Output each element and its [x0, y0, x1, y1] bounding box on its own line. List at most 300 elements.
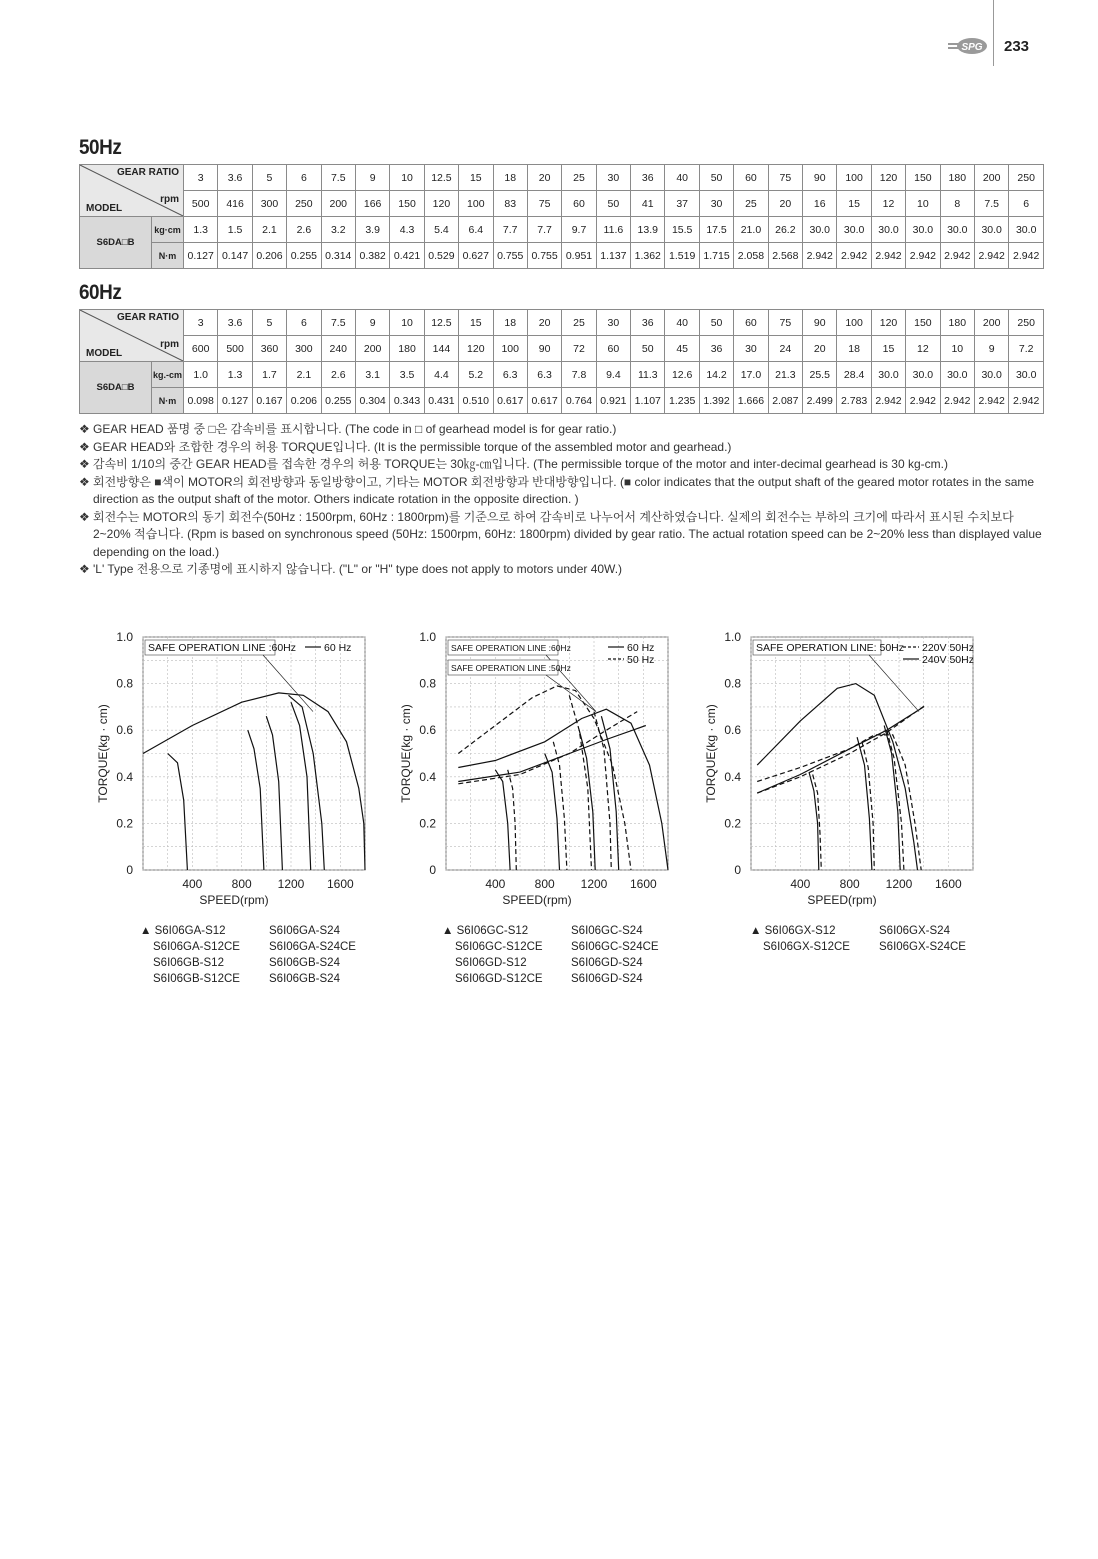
model-name-cell: S6I06GA-S24: [269, 925, 340, 937]
model-name-cell: S6I06GX-S24CE: [879, 941, 966, 953]
y-tick-label: 0.2: [419, 816, 436, 831]
rpm-cell: 6: [1009, 191, 1044, 217]
model-name-cell: S6I06GX-S12CE: [763, 941, 850, 953]
torque-kgcm-cell: 30.0: [906, 362, 940, 388]
note-bullet-icon: ❖: [79, 457, 90, 471]
torque-nm-cell: 0.755: [527, 243, 561, 269]
rpm-cell: 8: [940, 191, 974, 217]
torque-kgcm-cell: 4.3: [390, 217, 424, 243]
torque-nm-cell: 0.617: [493, 388, 527, 414]
model-name-cell: S6I06GD-S24: [571, 973, 643, 985]
torque-kgcm-cell: 21.3: [768, 362, 802, 388]
rpm-cell: 12: [906, 336, 940, 362]
model-row: [140, 955, 356, 971]
rpm-cell: 41: [631, 191, 665, 217]
torque-nm-cell: 2.499: [803, 388, 837, 414]
rpm-cell: 120: [424, 191, 458, 217]
model-name-cell: S6I06GC-S12CE: [455, 941, 543, 953]
rpm-cell: 200: [321, 191, 355, 217]
rpm-cell: 416: [218, 191, 252, 217]
x-tick-label: 1200: [277, 877, 305, 891]
gear-ratio-cell: 60: [734, 310, 768, 336]
gear-ratio-cell: 36: [631, 165, 665, 191]
kgcm-row: [80, 217, 1044, 243]
y-axis-label: TORQUE(kg · cm): [96, 704, 110, 803]
rpm-cell: 300: [287, 336, 321, 362]
torque-nm-cell: 0.382: [355, 243, 389, 269]
gear-ratio-cell: 3: [184, 310, 218, 336]
gear-ratio-cell: 90: [803, 165, 837, 191]
gear-ratio-cell: 3.6: [218, 165, 252, 191]
model-row: [442, 939, 659, 955]
torque-kgcm-cell: 21.0: [734, 217, 768, 243]
rpm-cell: 250: [287, 191, 321, 217]
torque-nm-cell: 2.942: [1009, 388, 1044, 414]
torque-nm-cell: 2.087: [768, 388, 802, 414]
gear-ratio-cell: 3: [184, 165, 218, 191]
rpm-cell: 60: [562, 191, 596, 217]
x-tick-label: 1600: [934, 877, 962, 891]
x-tick-label: 400: [182, 877, 203, 891]
torque-nm-cell: 0.147: [218, 243, 252, 269]
torque-kgcm-cell: 6.3: [493, 362, 527, 388]
gear-ratio-cell: 100: [837, 310, 871, 336]
gear-ratio-cell: 15: [459, 310, 493, 336]
gear-ratio-cell: 30: [596, 165, 630, 191]
rpm-cell: 18: [837, 336, 871, 362]
torque-nm-cell: 0.951: [562, 243, 596, 269]
gear-ratio-cell: 20: [527, 165, 561, 191]
torque-kgcm-cell: 12.6: [665, 362, 699, 388]
y-tick-label: 0.6: [724, 723, 741, 738]
rpm-cell: 75: [527, 191, 561, 217]
gear-ratio-cell: 7.5: [321, 165, 355, 191]
gear-ratio-cell: 18: [493, 165, 527, 191]
note-bullet-icon: ❖: [79, 562, 90, 576]
torque-kgcm-cell: 1.7: [252, 362, 286, 388]
torque-kgcm-cell: 14.2: [699, 362, 733, 388]
note-item: [79, 456, 1044, 474]
rpm-cell: 300: [252, 191, 286, 217]
rpm-cell: 166: [355, 191, 389, 217]
rpm-cell: 240: [321, 336, 355, 362]
torque-nm-cell: 1.392: [699, 388, 733, 414]
rpm-cell: 36: [699, 336, 733, 362]
section-title-60hz: 60Hz: [79, 281, 122, 304]
torque-kgcm-cell: 30.0: [871, 362, 905, 388]
y-tick-label: 0.4: [116, 769, 133, 784]
rpm-cell: 30: [734, 336, 768, 362]
gear-ratio-cell: 3.6: [218, 310, 252, 336]
model-name: S6DA□B: [80, 362, 152, 414]
table-corner-header: [80, 165, 184, 217]
model-row: [140, 939, 356, 955]
safe-operation-label: SAFE OPERATION LINE :60Hz: [451, 643, 571, 653]
rpm-cell: 25: [734, 191, 768, 217]
gear-ratio-cell: 120: [871, 310, 905, 336]
model-name-cell: S6I06GB-S12CE: [153, 973, 240, 985]
gear-ratio-cell: 90: [803, 310, 837, 336]
x-axis-label: SPEED(rpm): [502, 893, 572, 907]
model-name-cell: S6I06GB-S12: [153, 957, 224, 969]
torque-kgcm-cell: 11.6: [596, 217, 630, 243]
gear-ratio-cell: 6: [287, 165, 321, 191]
torque-kgcm-cell: 7.8: [562, 362, 596, 388]
torque-kgcm-cell: 7.7: [527, 217, 561, 243]
model-list-3: [750, 923, 966, 955]
torque-nm-cell: 0.167: [252, 388, 286, 414]
torque-nm-cell: 2.058: [734, 243, 768, 269]
torque-kgcm-cell: 30.0: [974, 362, 1008, 388]
model-list-2: [442, 923, 659, 987]
gear-ratio-cell: 100: [837, 165, 871, 191]
y-tick-label: 0: [734, 863, 741, 877]
note-text: 'L' Type 전용으로 기종명에 표시하지 않습니다. ("L" or "H" type does not apply to motors under 40W.): [93, 562, 623, 576]
torque-kgcm-cell: 3.2: [321, 217, 355, 243]
gear-ratio-cell: 150: [906, 165, 940, 191]
gear-ratio-label: GEAR RATIO: [116, 167, 179, 178]
gear-ratio-cell: 40: [665, 310, 699, 336]
torque-nm-cell: 1.235: [665, 388, 699, 414]
y-axis-label: TORQUE(kg · cm): [399, 704, 413, 803]
torque-nm-cell: 2.942: [940, 388, 974, 414]
gear-ratio-cell: 250: [1009, 165, 1044, 191]
rpm-row: [80, 191, 1044, 217]
torque-nm-cell: 0.255: [321, 388, 355, 414]
rpm-cell: 15: [837, 191, 871, 217]
torque-chart-3: [703, 627, 988, 912]
torque-nm-cell: 0.343: [390, 388, 424, 414]
gear-ratio-cell: 9: [355, 165, 389, 191]
torque-nm-cell: 0.098: [184, 388, 218, 414]
model-name-cell: S6I06GB-S24: [269, 973, 340, 985]
y-tick-label: 0.2: [116, 816, 133, 831]
model-name-cell: S6I06GA-S12CE: [153, 941, 240, 953]
torque-nm-cell: 1.519: [665, 243, 699, 269]
y-tick-label: 0: [429, 863, 436, 877]
torque-nm-cell: 0.255: [287, 243, 321, 269]
model-name-cell: ▲ S6I06GX-S12: [750, 925, 836, 937]
rpm-cell: 7.5: [974, 191, 1008, 217]
torque-nm-cell: 0.431: [424, 388, 458, 414]
torque-kgcm-cell: 7.7: [493, 217, 527, 243]
torque-nm-cell: 0.314: [321, 243, 355, 269]
nm-unit: N·m: [152, 243, 184, 269]
x-axis-label: SPEED(rpm): [199, 893, 269, 907]
rpm-cell: 16: [803, 191, 837, 217]
model-name-cell: ▲ S6I06GC-S12: [442, 925, 529, 937]
torque-nm-cell: 0.127: [184, 243, 218, 269]
torque-nm-cell: 0.127: [218, 388, 252, 414]
gear-ratio-cell: 10: [390, 165, 424, 191]
torque-kgcm-cell: 30.0: [940, 362, 974, 388]
gear-ratio-row: [80, 165, 1044, 191]
torque-kgcm-cell: 5.4: [424, 217, 458, 243]
note-text: GEAR HEAD 품명 중 □은 감속비를 표시합니다. (The code in □ of gearhead model is for gear ratio.): [93, 422, 617, 436]
x-tick-label: 800: [839, 877, 860, 891]
spec-table-60hz: [79, 309, 1044, 414]
y-tick-label: 0.8: [116, 676, 133, 691]
y-tick-label: 0.6: [116, 723, 133, 738]
torque-kgcm-cell: 2.1: [287, 362, 321, 388]
gear-ratio-cell: 25: [562, 310, 596, 336]
safe-operation-label: SAFE OPERATION LINE :50Hz: [451, 663, 571, 673]
torque-kgcm-cell: 25.5: [803, 362, 837, 388]
gear-ratio-cell: 50: [699, 310, 733, 336]
torque-nm-cell: 2.942: [906, 388, 940, 414]
page-number: 233: [1004, 38, 1030, 55]
torque-kgcm-cell: 1.0: [184, 362, 218, 388]
torque-nm-cell: 0.529: [424, 243, 458, 269]
torque-kgcm-cell: 28.4: [837, 362, 871, 388]
note-text: 회전방향은 ■색이 MOTOR의 회전방향과 동일방향이고, 기타는 MOTOR 회전방향과 반대방향입니다. (■ color indicates that the output shaft of the geared motor rotates in the same direction as the output shaft of the motor. Others indicate rotation in the opposite direction. ): [93, 474, 1035, 506]
kgcm-row: [80, 362, 1044, 388]
gear-ratio-cell: 25: [562, 165, 596, 191]
model-label: MODEL: [86, 348, 123, 359]
torque-kgcm-cell: 15.5: [665, 217, 699, 243]
torque-kgcm-cell: 3.9: [355, 217, 389, 243]
model-name-cell: S6I06GD-S12: [455, 957, 527, 969]
gear-ratio-cell: 200: [974, 165, 1008, 191]
y-axis-label: TORQUE(kg · cm): [704, 704, 718, 803]
torque-nm-cell: 1.107: [631, 388, 665, 414]
torque-chart-1: [95, 627, 380, 912]
note-item: [79, 439, 1044, 457]
torque-kgcm-cell: 30.0: [940, 217, 974, 243]
rpm-cell: 72: [562, 336, 596, 362]
model-row: [750, 939, 966, 955]
torque-kgcm-cell: 17.5: [699, 217, 733, 243]
model-row: [442, 955, 659, 971]
rpm-cell: 30: [699, 191, 733, 217]
model-name-cell: S6I06GD-S24: [571, 957, 643, 969]
gear-ratio-cell: 36: [631, 310, 665, 336]
y-tick-label: 0.8: [724, 676, 741, 691]
spec-table-50hz: [79, 164, 1044, 269]
torque-nm-cell: 1.666: [734, 388, 768, 414]
model-name-cell: S6I06GB-S24: [269, 957, 340, 969]
torque-nm-cell: 1.137: [596, 243, 630, 269]
torque-nm-cell: 2.942: [906, 243, 940, 269]
torque-kgcm-cell: 5.2: [459, 362, 493, 388]
torque-kgcm-cell: 4.4: [424, 362, 458, 388]
gear-ratio-cell: 250: [1009, 310, 1044, 336]
x-tick-label: 1600: [326, 877, 354, 891]
rpm-cell: 180: [390, 336, 424, 362]
y-tick-label: 0.6: [419, 723, 436, 738]
torque-kgcm-cell: 1.3: [218, 362, 252, 388]
rpm-cell: 83: [493, 191, 527, 217]
rpm-cell: 150: [390, 191, 424, 217]
table-corner-header: [80, 310, 184, 362]
gear-ratio-cell: 180: [940, 165, 974, 191]
legend-label: 240V 50Hz: [922, 654, 974, 666]
rpm-cell: 90: [527, 336, 561, 362]
rpm-cell: 50: [631, 336, 665, 362]
gear-ratio-cell: 12.5: [424, 165, 458, 191]
torque-kgcm-cell: 30.0: [1009, 362, 1044, 388]
torque-kgcm-cell: 6.4: [459, 217, 493, 243]
note-bullet-icon: ❖: [79, 422, 90, 436]
x-tick-label: 400: [790, 877, 811, 891]
gear-ratio-cell: 150: [906, 310, 940, 336]
gear-ratio-cell: 6: [287, 310, 321, 336]
torque-nm-cell: 0.617: [527, 388, 561, 414]
torque-nm-cell: 2.942: [940, 243, 974, 269]
torque-kgcm-cell: 9.7: [562, 217, 596, 243]
torque-kgcm-cell: 17.0: [734, 362, 768, 388]
rpm-cell: 7.2: [1009, 336, 1044, 362]
y-tick-label: 0.2: [724, 816, 741, 831]
torque-kgcm-cell: 30.0: [906, 217, 940, 243]
torque-kgcm-cell: 30.0: [974, 217, 1008, 243]
torque-nm-cell: 2.942: [803, 243, 837, 269]
x-tick-label: 1200: [885, 877, 913, 891]
gear-ratio-cell: 120: [871, 165, 905, 191]
model-row: [442, 971, 659, 987]
note-bullet-icon: ❖: [79, 439, 90, 454]
gear-ratio-cell: 5: [252, 165, 286, 191]
torque-nm-cell: 1.715: [699, 243, 733, 269]
kgcm-unit: kg·cm: [152, 217, 184, 243]
legend-label: 50 Hz: [627, 654, 655, 666]
y-tick-label: 1.0: [419, 630, 436, 644]
torque-kgcm-cell: 1.3: [184, 217, 218, 243]
note-text: 회전수는 MOTOR의 동기 회전수(50Hz : 1500rpm, 60Hz : 1800rpm)를 기준으로 하여 감속비로 나누어서 계산하였습니다. 실제의 회전수는 부하의 크기에 따라서 표시된 수치보다 2~20% 적습니다. (Rpm is based on synchronous speed (50Hz: 1500rpm, 60Hz: 1800rpm) divided by gear ratio. The actual rotation speed can be 2~20% less than displayed value depending on the load.): [93, 509, 1042, 559]
x-axis-label: SPEED(rpm): [807, 893, 877, 907]
torque-nm-cell: 0.304: [355, 388, 389, 414]
model-name-cell: S6I06GX-S24: [879, 925, 950, 937]
model-list-1: [140, 923, 356, 987]
legend-label: 60 Hz: [324, 642, 352, 654]
model-label: MODEL: [86, 203, 123, 214]
torque-kgcm-cell: 3.1: [355, 362, 389, 388]
torque-nm-cell: 2.942: [974, 388, 1008, 414]
rpm-cell: 144: [424, 336, 458, 362]
torque-nm-cell: 2.783: [837, 388, 871, 414]
gear-ratio-cell: 20: [527, 310, 561, 336]
model-name-cell: S6I06GC-S24CE: [571, 941, 659, 953]
model-row: [140, 971, 356, 987]
torque-kgcm-cell: 6.3: [527, 362, 561, 388]
brand-logo: [948, 36, 988, 56]
torque-nm-cell: 1.362: [631, 243, 665, 269]
note-bullet-icon: ❖: [79, 474, 90, 489]
rpm-cell: 45: [665, 336, 699, 362]
torque-kgcm-cell: 30.0: [1009, 217, 1044, 243]
rpm-cell: 100: [493, 336, 527, 362]
gear-ratio-label: GEAR RATIO: [116, 312, 179, 323]
model-name-cell: S6I06GD-S12CE: [455, 973, 543, 985]
rpm-cell: 500: [218, 336, 252, 362]
x-tick-label: 800: [231, 877, 252, 891]
nm-row: [80, 388, 1044, 414]
notes-list: [79, 421, 1044, 579]
rpm-cell: 100: [459, 191, 493, 217]
note-text: 감속비 1/10의 중간 GEAR HEAD를 접속한 경우의 허용 TORQUE는 30㎏-㎝입니다. (The permissible torque of the motor and inter-decimal gearhead is 30 kg-cm.): [93, 457, 948, 471]
rpm-cell: 500: [184, 191, 218, 217]
torque-kgcm-cell: 2.6: [321, 362, 355, 388]
rpm-cell: 10: [906, 191, 940, 217]
rpm-cell: 37: [665, 191, 699, 217]
legend-label: 60 Hz: [627, 642, 655, 654]
gear-ratio-cell: 9: [355, 310, 389, 336]
torque-kgcm-cell: 26.2: [768, 217, 802, 243]
torque-kgcm-cell: 2.6: [287, 217, 321, 243]
torque-kgcm-cell: 3.5: [390, 362, 424, 388]
rpm-cell: 600: [184, 336, 218, 362]
model-name-cell: S6I06GA-S24CE: [269, 941, 356, 953]
rpm-cell: 9: [974, 336, 1008, 362]
y-tick-label: 0.4: [419, 769, 436, 784]
rpm-label: rpm: [160, 194, 179, 205]
header-divider: [993, 0, 994, 66]
y-tick-label: 0.8: [419, 676, 436, 691]
torque-nm-cell: 2.942: [1009, 243, 1044, 269]
rpm-row: [80, 336, 1044, 362]
torque-chart-2: [398, 627, 683, 912]
note-bullet-icon: ❖: [79, 509, 90, 524]
torque-nm-cell: 2.942: [974, 243, 1008, 269]
torque-nm-cell: 0.764: [562, 388, 596, 414]
section-title-50hz: 50Hz: [79, 136, 122, 159]
torque-kgcm-cell: 30.0: [871, 217, 905, 243]
torque-kgcm-cell: 11.3: [631, 362, 665, 388]
torque-nm-cell: 0.206: [252, 243, 286, 269]
gear-ratio-cell: 7.5: [321, 310, 355, 336]
gear-ratio-cell: 30: [596, 310, 630, 336]
torque-nm-cell: 2.942: [871, 388, 905, 414]
gear-ratio-cell: 18: [493, 310, 527, 336]
nm-unit: N·m: [152, 388, 184, 414]
torque-nm-cell: 0.921: [596, 388, 630, 414]
note-item: [79, 561, 1044, 579]
model-row: [140, 923, 356, 939]
torque-nm-cell: 2.568: [768, 243, 802, 269]
torque-kgcm-cell: 2.1: [252, 217, 286, 243]
gear-ratio-cell: 75: [768, 310, 802, 336]
model-name-cell: ▲ S6I06GA-S12: [140, 925, 226, 937]
y-tick-label: 0: [126, 863, 133, 877]
torque-kgcm-cell: 30.0: [803, 217, 837, 243]
torque-nm-cell: 2.942: [837, 243, 871, 269]
torque-kgcm-cell: 13.9: [631, 217, 665, 243]
rpm-cell: 200: [355, 336, 389, 362]
note-text: GEAR HEAD와 조합한 경우의 허용 TORQUE입니다. (It is the permissible torque of the assembled motor and gearhead.): [93, 439, 732, 454]
gear-ratio-cell: 40: [665, 165, 699, 191]
rpm-cell: 20: [803, 336, 837, 362]
torque-nm-cell: 0.206: [287, 388, 321, 414]
rpm-cell: 60: [596, 336, 630, 362]
model-name: S6DA□B: [80, 217, 152, 269]
rpm-cell: 10: [940, 336, 974, 362]
torque-nm-cell: 0.421: [390, 243, 424, 269]
torque-nm-cell: 0.510: [459, 388, 493, 414]
gear-ratio-row: [80, 310, 1044, 336]
gear-ratio-cell: 200: [974, 310, 1008, 336]
gear-ratio-cell: 15: [459, 165, 493, 191]
y-tick-label: 0.4: [724, 769, 741, 784]
torque-nm-cell: 0.755: [493, 243, 527, 269]
kgcm-unit: kg.-cm: [152, 362, 184, 388]
note-item: [79, 421, 1044, 439]
gear-ratio-cell: 50: [699, 165, 733, 191]
rpm-cell: 120: [459, 336, 493, 362]
gear-ratio-cell: 180: [940, 310, 974, 336]
x-tick-label: 1600: [629, 877, 657, 891]
gear-ratio-cell: 12.5: [424, 310, 458, 336]
rpm-cell: 15: [871, 336, 905, 362]
